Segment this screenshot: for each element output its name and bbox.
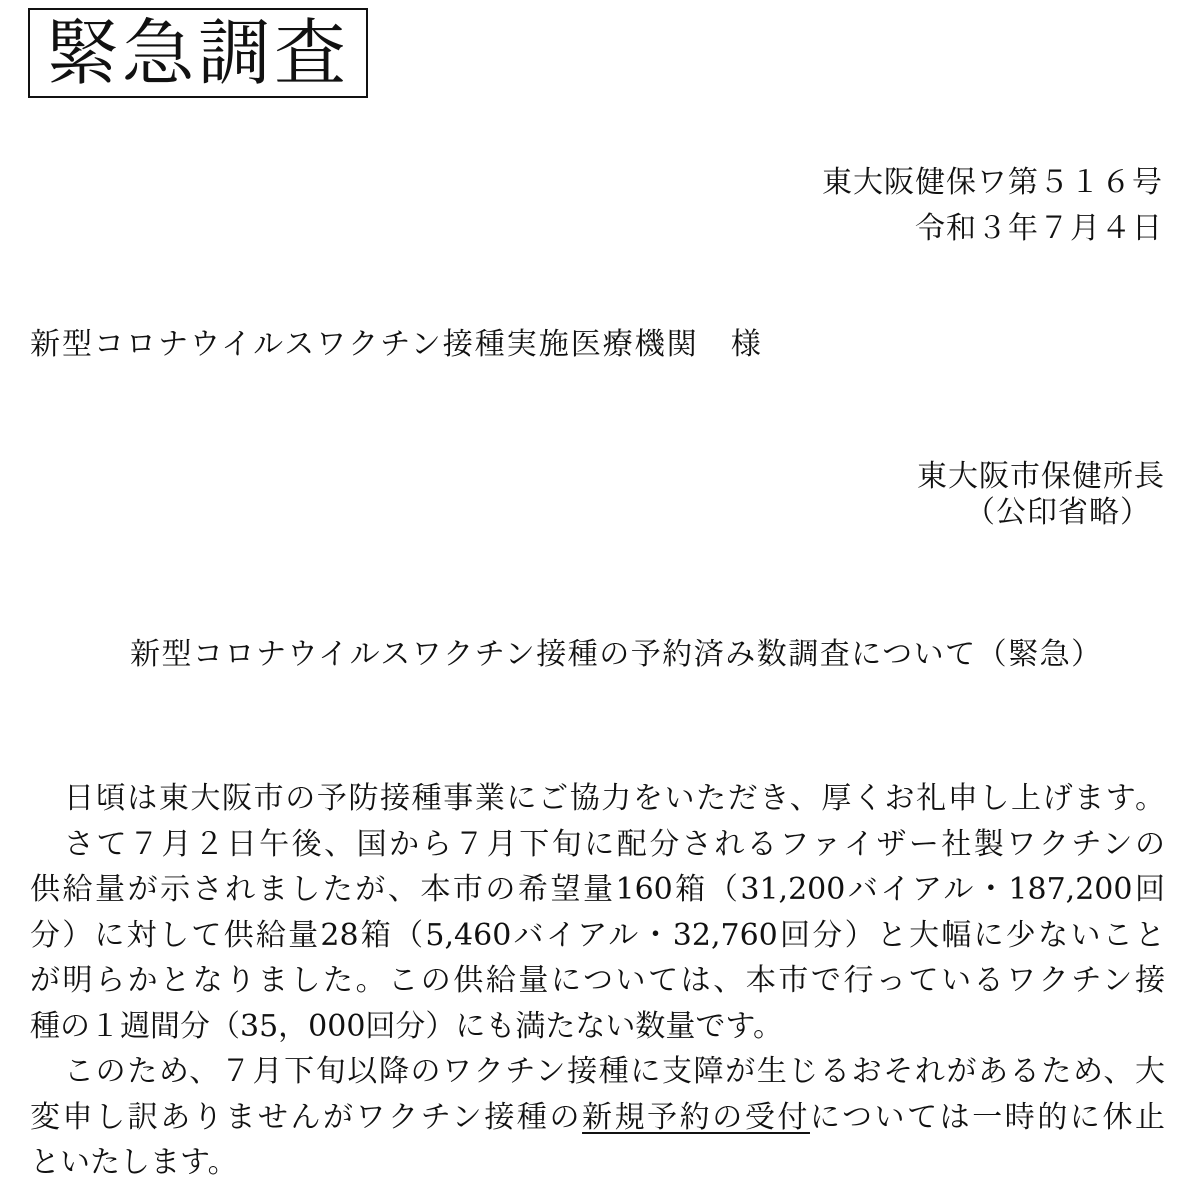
- stamp-text: 緊急調査: [45, 11, 350, 95]
- body-line: 分）に対して供給量28箱（5,460バイアル・32,760回分）と大幅に少ないこと: [30, 917, 1165, 953]
- new-reservation-underlined-text: 新規予約の受付: [582, 1099, 810, 1135]
- body-line: さて７月２日午後、国から７月下旬に配分されるファイザー社製ワクチンの: [64, 826, 1165, 862]
- body-text-segment: については一時的に休止: [809, 1099, 1165, 1135]
- body-line: が明らかとなりました。この供給量については、本市で行っているワクチン接: [30, 963, 1165, 998]
- document-number: 東大阪健保ワ第５１６号: [822, 165, 1163, 200]
- body-line: 日頃は東大阪市の予防接種事業にご協力をいただき、厚くお礼申し上げます。: [64, 781, 1165, 816]
- body-line: 種の１週間分（35，000回分）にも満たない数量です。: [30, 1008, 784, 1044]
- addressee: 新型コロナウイルスワクチン接種実施医療機関 様: [30, 327, 763, 362]
- body-line: といたします。: [30, 1145, 238, 1180]
- document-title: 新型コロナウイルスワクチン接種の予約済み数調査について（緊急）: [130, 637, 1103, 672]
- body-text-segment: 変申し訳ありませんがワクチン接種の: [30, 1099, 583, 1135]
- seal-omitted-note: （公印省略）: [965, 495, 1151, 530]
- body-line: 供給量が示されましたが、本市の希望量160箱（31,200バイアル・187,200回: [30, 872, 1165, 907]
- urgent-survey-stamp: [28, 8, 368, 98]
- document-date: 令和３年７月４日: [915, 211, 1163, 246]
- sender-name: 東大阪市保健所長: [917, 459, 1165, 494]
- body-line-with-underline: [30, 1095, 1165, 1141]
- body-line: このため、７月下旬以降のワクチン接種に支障が生じるおそれがあるため、大: [64, 1054, 1165, 1089]
- body-text: [30, 776, 1165, 1186]
